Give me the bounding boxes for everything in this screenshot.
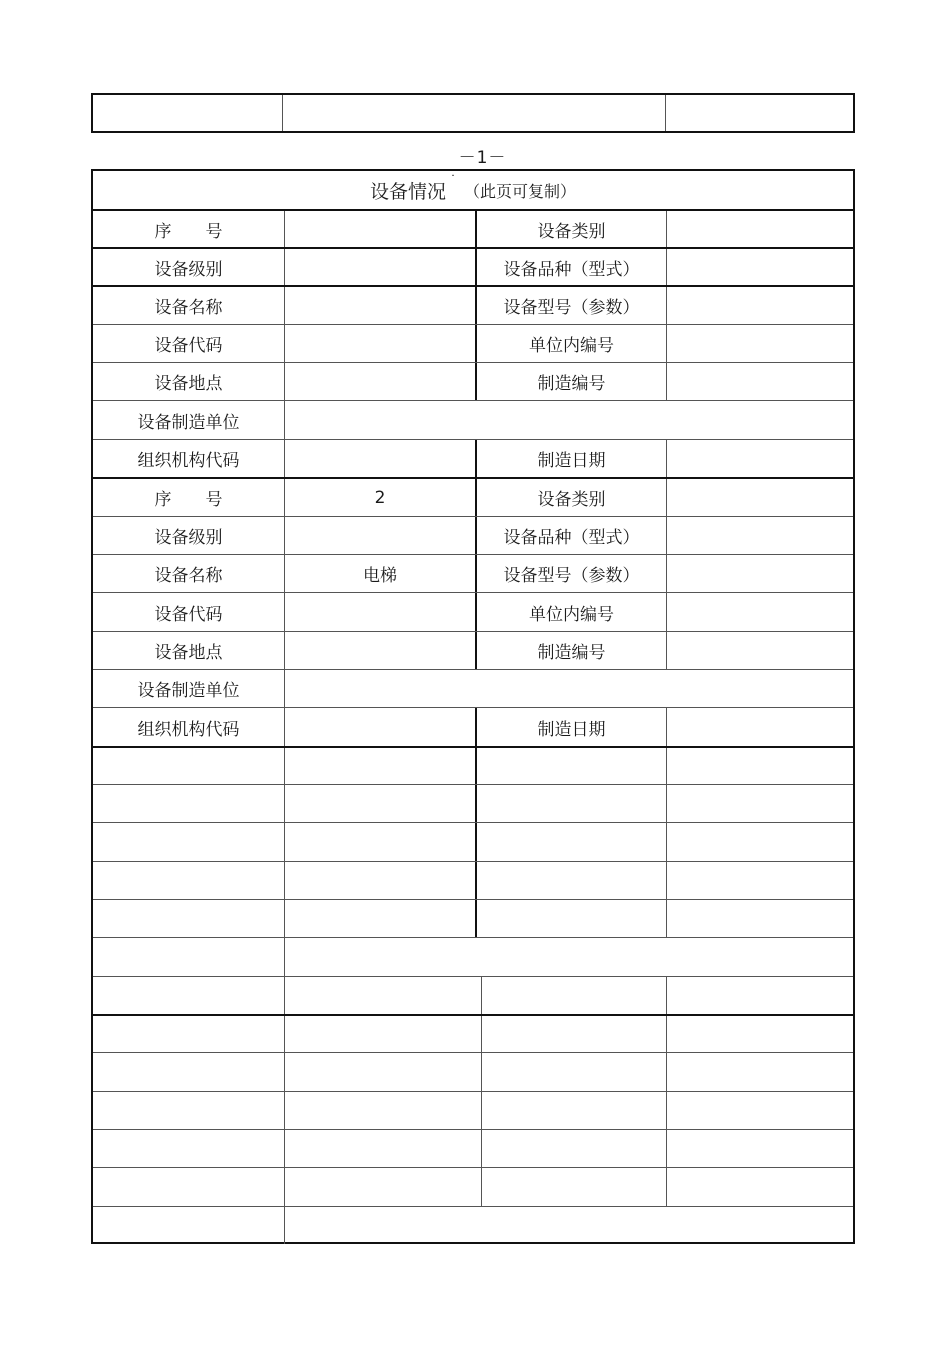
table-cell [93, 748, 284, 784]
table-cell [93, 823, 284, 861]
table-cell [284, 1130, 481, 1167]
table-cell [93, 1092, 284, 1129]
level-label: 设备级别 [154, 528, 223, 548]
table-cell [481, 1168, 666, 1206]
level-value [284, 249, 475, 285]
location-value [284, 632, 475, 669]
table-cell [282, 95, 665, 131]
table-row [93, 1052, 853, 1091]
name-value: 电梯 [284, 555, 475, 592]
table-cell [93, 1053, 284, 1091]
org-code-value [284, 440, 475, 477]
seq-label: 序号 [154, 490, 257, 510]
location-label: 设备地点 [154, 374, 223, 394]
code-value [284, 325, 475, 362]
seq-label: 序号 [154, 221, 257, 242]
table-row [93, 1129, 853, 1167]
table-row [93, 822, 853, 861]
table-row [93, 631, 853, 669]
variety-label: 设备品种（型式） [475, 249, 666, 285]
table-cell [665, 95, 853, 131]
model-value [666, 287, 855, 324]
table-row [93, 1167, 853, 1206]
org-code-label: 组织机构代码 [137, 719, 240, 740]
variety-label: 设备品种（型式） [475, 517, 666, 554]
serial-no-label: 制造编号 [475, 632, 666, 669]
internal-no-label: 单位内编号 [475, 593, 666, 631]
page-number: －1－ [458, 148, 507, 168]
table-cell [481, 1053, 666, 1091]
name-value [284, 287, 475, 324]
equipment-table [91, 169, 855, 1244]
table-row [93, 861, 853, 899]
table-cell [666, 862, 855, 899]
table-row [93, 324, 853, 362]
table-cell [666, 823, 855, 861]
table-cell [666, 1053, 855, 1091]
seq-value: 2 [284, 479, 475, 516]
table-cell [475, 862, 666, 899]
table-cell [93, 900, 284, 937]
table-cell [475, 900, 666, 937]
manufacturer-value [284, 401, 853, 439]
table-title: 设备情况 [369, 180, 446, 203]
table-row [93, 247, 853, 285]
table-row [93, 285, 853, 324]
model-value [666, 555, 855, 592]
table-cell [666, 748, 855, 784]
table-cell [481, 1092, 666, 1129]
table-row [93, 362, 853, 400]
table-cell [284, 823, 475, 861]
table-cell [481, 1016, 666, 1052]
mfg-date-value [666, 708, 855, 746]
table-cell [475, 748, 666, 784]
table-cell [284, 900, 475, 937]
manufacturer-label: 设备制造单位 [137, 412, 240, 433]
table-cell [93, 1168, 284, 1206]
table-cell [666, 1168, 855, 1206]
table-row [93, 976, 853, 1014]
table-row [93, 477, 853, 516]
category-value [666, 211, 855, 247]
mfg-date-label: 制造日期 [475, 708, 666, 746]
mfg-date-label: 制造日期 [475, 440, 666, 477]
table-row [93, 1014, 853, 1052]
table-cell [284, 1016, 481, 1052]
location-label: 设备地点 [154, 643, 223, 663]
internal-no-value [666, 325, 855, 362]
table-cell [284, 748, 475, 784]
serial-no-value [666, 632, 855, 669]
table-cell [284, 938, 853, 976]
table-row [93, 746, 853, 784]
name-label: 设备名称 [154, 566, 223, 586]
table-row [93, 592, 853, 631]
internal-no-label: 单位内编号 [475, 325, 666, 362]
org-code-value [284, 708, 475, 746]
table-cell [666, 900, 855, 937]
previous-table-fragment [91, 93, 855, 133]
table-cell [93, 95, 284, 131]
table-cell [666, 1130, 855, 1167]
table-cell [475, 785, 666, 822]
model-label: 设备型号（参数） [475, 287, 666, 324]
table-row [93, 707, 853, 746]
code-value [284, 593, 475, 631]
table-cell [284, 785, 475, 822]
table-cell [93, 977, 284, 1014]
name-label: 设备名称 [154, 298, 223, 318]
table-cell [666, 785, 855, 822]
table-cell [481, 977, 666, 1014]
seq-value [284, 211, 475, 247]
table-row [93, 669, 853, 707]
internal-no-value [666, 593, 855, 631]
table-row [93, 209, 853, 247]
table-row [93, 1091, 853, 1129]
location-value [284, 363, 475, 400]
table-row [93, 1206, 853, 1244]
table-cell [93, 785, 284, 822]
table-cell [93, 1130, 284, 1167]
level-label: 设备级别 [154, 259, 223, 280]
variety-value [666, 517, 855, 554]
manufacturer-value [284, 670, 853, 707]
category-label: 设备类别 [475, 211, 666, 247]
table-cell [284, 1092, 481, 1129]
category-label: 设备类别 [475, 479, 666, 516]
table-row [93, 784, 853, 822]
table-cell [93, 938, 284, 976]
table-cell [93, 862, 284, 899]
table-cell [666, 1092, 855, 1129]
table-row [93, 516, 853, 554]
serial-no-label: 制造编号 [475, 363, 666, 400]
table-cell [284, 1053, 481, 1091]
table-row [93, 937, 853, 976]
table-row [93, 554, 853, 592]
table-cell [284, 977, 481, 1014]
code-label: 设备代码 [154, 336, 223, 356]
level-value [284, 517, 475, 554]
copy-note: （此页可复制） [464, 181, 577, 201]
title-mark: ˙ [450, 173, 456, 187]
table-row [93, 95, 853, 131]
table-cell [93, 1207, 284, 1244]
model-label: 设备型号（参数） [475, 555, 666, 592]
org-code-label: 组织机构代码 [137, 451, 240, 471]
table-row [93, 400, 853, 439]
code-label: 设备代码 [154, 604, 223, 625]
manufacturer-label: 设备制造单位 [137, 681, 240, 701]
table-cell [284, 1207, 853, 1244]
table-cell [666, 977, 855, 1014]
table-row [93, 899, 853, 937]
mfg-date-value [666, 440, 855, 477]
category-value [666, 479, 855, 516]
table-cell [666, 1016, 855, 1052]
table-header [93, 171, 853, 209]
serial-no-value [666, 363, 855, 400]
table-cell [93, 1016, 284, 1052]
table-cell [475, 823, 666, 861]
table-row [93, 439, 853, 477]
table-cell [481, 1130, 666, 1167]
variety-value [666, 249, 855, 285]
table-cell [284, 1168, 481, 1206]
table-cell [284, 862, 475, 899]
